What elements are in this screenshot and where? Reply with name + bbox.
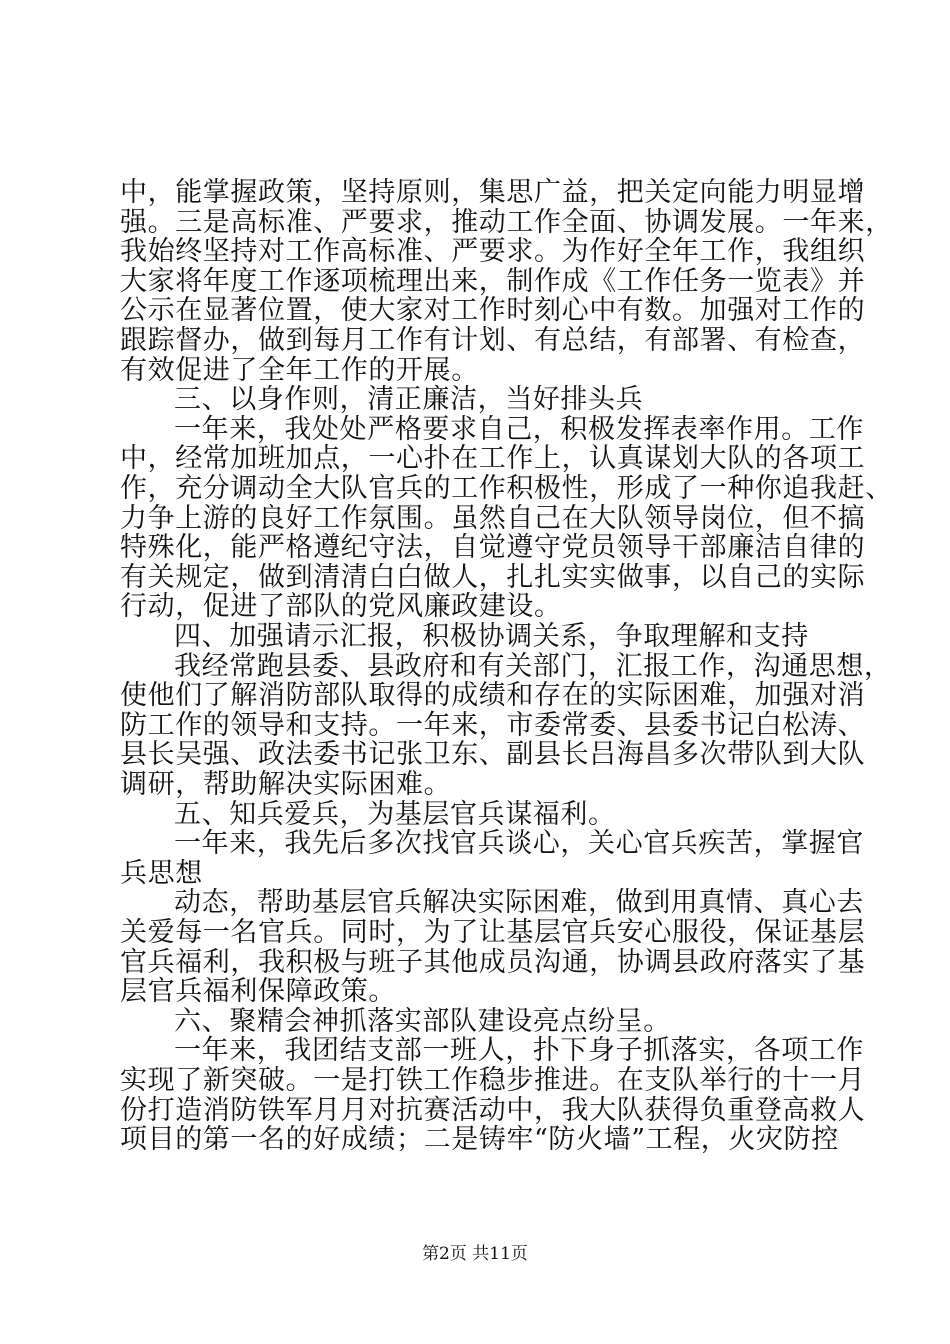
text-line: 有效促进了全年工作的开展。 (120, 354, 479, 386)
text-line: 行动，促进了部队的党风廉政建设。 (120, 591, 562, 623)
text-line: 中，经常加班加点，一心扑在工作上，认真谋划大队的各项工 (120, 443, 866, 475)
paragraph-start: 一年来，我团结支部一班人，扑下身子抓落实，各项工作 (174, 1035, 864, 1067)
text-line: 大家将年度工作逐项梳理出来，制作成《工作任务一览表》并 (120, 265, 866, 297)
text-line: 跟踪督办，做到每月工作有计划、有总结，有部署、有检查， (120, 325, 866, 356)
paragraph-start: 一年来，我先后多次找官兵谈心，关心官兵疾苦，掌握官 (174, 828, 864, 860)
text-line: 作，充分调动全大队官兵的工作积极性，形成了一种你追我赶、 (120, 473, 893, 504)
text-line: 我始终坚持对工作高标准、严要求。为作好全年工作，我组织 (120, 236, 866, 268)
text-line: 特殊化，能严格遵纪守法，自觉遵守党员领导干部廉洁自律的 (120, 532, 866, 564)
text-line: 调研，帮助解决实际困难。 (120, 769, 452, 800)
text-line: 县长吴强、政法委书记张卫东、副县长吕海昌多次带队到大队 (120, 739, 866, 771)
text-line: 使他们了解消防部队取得的成绩和存在的实际困难，加强对消 (120, 680, 866, 712)
text-line: 项目的第一名的好成绩；二是铸牢“防火墙”工程，火灾防控 (120, 1124, 839, 1156)
paragraph-start: 动态，帮助基层官兵解决实际困难，做到用真情、真心去 (174, 887, 864, 919)
text-line: 关爱每一名官兵。同时，为了让基层官兵安心服役，保证基层 (120, 917, 866, 948)
text-line: 有关规定，做到清清白白做人，扎扎实实做事，以自己的实际 (120, 561, 866, 593)
text-line: 实现了新突破。一是打铁工作稳步推进。在支队举行的十一月 (120, 1065, 866, 1096)
text-line: 中，能掌握政策，坚持原则，集思广益，把关定向能力明显增 (120, 177, 866, 208)
section-heading: 五、知兵爱兵，为基层官兵谋福利。 (174, 798, 616, 830)
section-heading: 四、加强请示汇报，积极协调关系，争取理解和支持 (174, 621, 809, 652)
section-heading: 六、聚精会神抓落实部队建设亮点纷呈。 (174, 1005, 671, 1037)
text-line: 份打造消防铁军月月对抗赛活动中，我大队获得负重登高救人 (120, 1094, 866, 1126)
paragraph-start: 我经常跑县委、县政府和有关部门，汇报工作，沟通思想， (174, 650, 892, 682)
text-line: 兵思想 (120, 857, 203, 889)
text-line: 公示在显著位置，使大家对工作时刻心中有数。加强对工作的 (120, 295, 866, 327)
section-heading: 三、以身作则，清正廉洁，当好排头兵 (174, 384, 644, 416)
text-line: 层官兵福利保障政策。 (120, 976, 396, 1008)
text-line: 官兵福利，我积极与班子其他成员沟通，协调县政府落实了基 (120, 946, 866, 978)
page-number-footer: 第2页 共11页 (422, 1244, 528, 1264)
paragraph-start: 一年来，我处处严格要求自己，积极发挥表率作用。工作 (174, 413, 864, 445)
text-line: 力争上游的良好工作氛围。虽然自己在大队领导岗位，但不搞 (120, 502, 866, 534)
text-line: 防工作的领导和支持。一年来，市委常委、县委书记白松涛、 (120, 709, 866, 741)
text-line: 强。三是高标准、严要求，推动工作全面、协调发展。一年来， (120, 206, 893, 238)
